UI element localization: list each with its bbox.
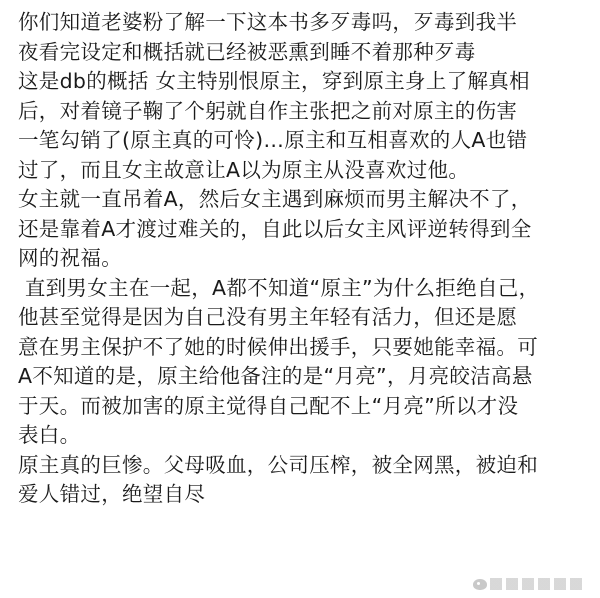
post-text-line: 你们知道老婆粉了解一下这本书多歹毒吗，歹毒到我半 (18, 10, 518, 34)
post-text-line: 还是靠着A才渡过难关的，自此以后女主风评逆转得到全 (18, 216, 532, 241)
post-text-line: 表白。 (18, 423, 81, 447)
post-text-line: 网的祝福。 (18, 246, 122, 270)
post-body (18, 8, 588, 510)
post-text-line: 原主真的巨惨。父母吸血，公司压榨，被全网黑，被迫和 (18, 452, 538, 477)
post-text-line: 一笔勾销了(原主真的可怜)…原主和互相喜欢的人A也错 (18, 128, 528, 152)
post-text-line: 意在男主保护不了她的时候伸出援手，只要她能幸福。可 (18, 334, 538, 359)
post-text-line: 他甚至觉得是因为自己没有男主年轻有活力，但还是愿 (18, 305, 518, 329)
post-text-line: 爱人错过，绝望自尽 (18, 482, 206, 506)
post-text-line: 后，对着镜子鞠了个躬就自作主张把之前对原主的伤害 (18, 98, 518, 123)
watermark (473, 578, 590, 590)
post-text-line: A不知道的是，原主给他备注的是“月亮”，月亮皎洁高悬 (18, 364, 533, 388)
post-text-line: 女主就一直吊着A，然后女主遇到麻烦而男主解决不了， (18, 187, 532, 211)
post-text-line: 夜看完设定和概括就已经被恶熏到睡不着那种歹毒 (18, 39, 476, 64)
watermark-text-blurred (490, 578, 590, 590)
post-text-line: 直到男女主在一起，A都不知道“原主”为什么拒绝自己， (18, 275, 540, 300)
post-text-line: 这是db的概括 女主特别恨原主，穿到原主身上了解真相 (18, 69, 530, 93)
weibo-logo-icon (473, 579, 487, 590)
post-text-line: 于天。而被加害的原主觉得自己配不上“月亮”所以才没 (18, 393, 519, 418)
post-text-line: 过了，而且女主故意让A以为原主从没喜欢过他。 (18, 157, 470, 182)
